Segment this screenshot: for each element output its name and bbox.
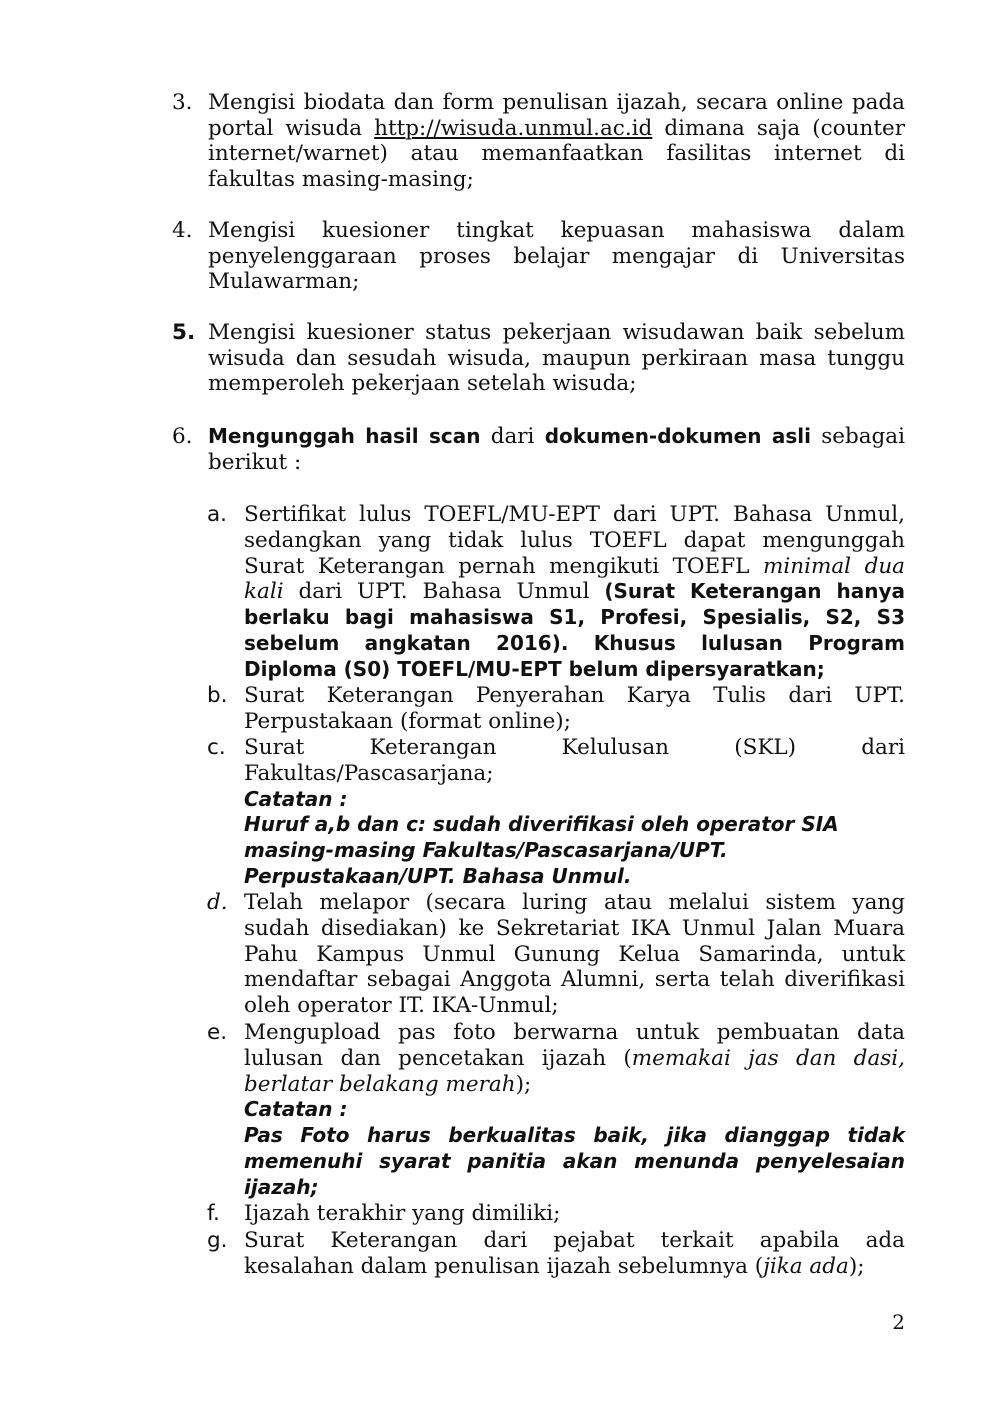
sub-letter: c. <box>207 735 226 760</box>
bold-text: dokumen-dokumen asli <box>544 424 811 448</box>
sub-letter: f. <box>207 1201 220 1226</box>
italic-text: jika ada <box>763 1253 849 1279</box>
list-number: 6. <box>172 424 193 449</box>
bold-text: (Surat Keterangan hanya berlaku bagi mahasiswa S1, Profesi, Spesialis, S2, S3 sebelum angkatan 2016). Khusus lulusan Program Diploma (S0) TOEFL/MU-EPT belum dipersyaratkan; <box>244 579 906 681</box>
list-item-text <box>208 90 905 192</box>
note-label: Catatan : <box>244 1097 348 1122</box>
text-segment: sebagai berikut : <box>208 424 905 475</box>
sub-item-c <box>207 735 905 890</box>
list-item-6 <box>172 424 905 475</box>
bold-text: Mengunggah hasil scan <box>208 424 481 448</box>
text-segment: Surat Keterangan dari pejabat terkait apabila ada kesalahan dalam penulisan ijazah sebelumnya ( <box>244 1228 905 1279</box>
list-number: 5. <box>172 320 196 345</box>
text-segment: ); <box>515 1071 532 1097</box>
text-segment: dari UPT. Bahasa Unmul <box>283 579 605 605</box>
text-segment: Surat Keterangan Kelulusan (SKL) dari Fakultas/Pascasarjana; <box>244 735 905 786</box>
list-item-3 <box>172 90 905 192</box>
text-segment: ); <box>848 1253 865 1279</box>
text-segment: Sertifikat lulus TOEFL/MU-EPT dari UPT. Bahasa Unmul, sedangkan yang tidak lulus TOEFL dapat mengunggah Surat Keterangan pernah mengikuti TOEFL <box>244 502 905 579</box>
list-number: 4. <box>172 218 193 243</box>
list-item-5 <box>172 320 905 397</box>
sub-item-text: Telah melapor (secara luring atau melalui sistem yang sudah disediakan) ke Sekretariat IKA Unmul Jalan Muara Pahu Kampus Unmul Gunung Kelua Samarinda, untuk mendaftar sebagai Anggota Alumni, serta telah diverifikasi oleh operator IT. IKA-Unmul; <box>244 890 905 1019</box>
sub-item-f <box>207 1201 905 1227</box>
page-number: 2 <box>892 1310 905 1334</box>
text-segment: Mengupload pas foto berwarna untuk pembuatan data lulusan dan pencetakan ijazah ( <box>244 1020 905 1071</box>
portal-link[interactable]: http://wisuda.unmul.ac.id <box>374 115 653 141</box>
sub-item-text: Ijazah terakhir yang dimiliki; <box>244 1201 561 1226</box>
list-number: 3. <box>172 90 193 115</box>
sub-item-text <box>244 1228 905 1280</box>
sub-item-b <box>207 683 905 735</box>
list-item-text: Mengisi kuesioner tingkat kepuasan mahasiswa dalam penyelenggaraan proses belajar mengajar di Universitas Mulawarman; <box>208 218 905 295</box>
text-segment: Mengisi biodata dan form penulisan ijazah, secara online pada portal wisuda <box>208 90 905 141</box>
sub-item-a <box>207 502 905 683</box>
sub-letter: d. <box>207 890 228 915</box>
list-item-4 <box>172 218 905 295</box>
sub-item-d <box>207 890 905 1019</box>
italic-text: minimal dua kali <box>244 553 905 605</box>
sub-item-e <box>207 1020 905 1201</box>
sub-item-text: Surat Keterangan Penyerahan Karya Tulis dari UPT. Perpustakaan (format online); <box>244 683 905 734</box>
list-item-text: Mengisi kuesioner status pekerjaan wisudawan baik sebelum wisuda dan sesudah wisuda, maupun perkiraan masa tunggu memperoleh pekerjaan setelah wisuda; <box>208 320 905 397</box>
list-item-text <box>208 424 905 475</box>
note-text: Huruf a,b dan c: sudah diverifikasi oleh operator SIA masing-masing Fakultas/Pascasarjana/UPT. Perpustakaan/UPT. Bahasa Unmul. <box>244 812 839 888</box>
note-label: Catatan : <box>244 786 348 811</box>
text-segment: dimana saja (counter internet/warnet) atau memanfaatkan fasilitas internet di fakultas masing-masing; <box>208 115 905 192</box>
text-segment: dari <box>480 424 545 449</box>
sub-letter: g. <box>207 1228 228 1253</box>
sub-item-text <box>244 735 905 890</box>
sub-item-g <box>207 1228 905 1280</box>
italic-text: memakai jas dan dasi, berlatar belakang merah <box>244 1045 905 1097</box>
sub-item-text <box>244 1020 905 1201</box>
sub-letter: a. <box>207 502 228 527</box>
note-text: Pas Foto harus berkualitas baik, jika dianggap tidak memenuhi syarat panitia akan menunda penyelesaian ijazah; <box>244 1123 905 1199</box>
sub-item-text <box>244 502 905 683</box>
sub-letter: b. <box>207 683 228 708</box>
sub-letter: e. <box>207 1020 228 1045</box>
